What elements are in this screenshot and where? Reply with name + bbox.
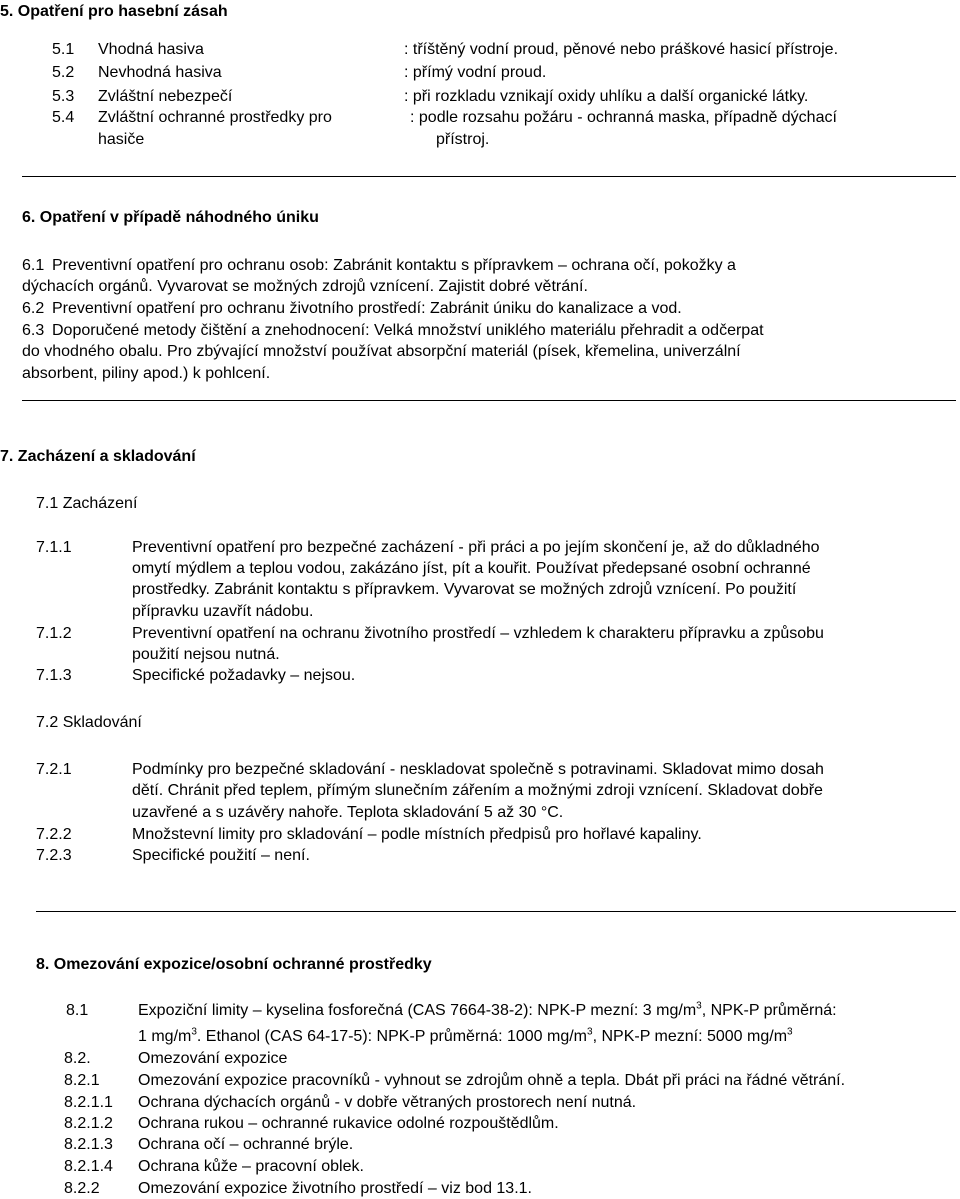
section-8-heading: 8. Omezování expozice/osobní ochranné prostředky [36,956,432,973]
item-number: 7.1.1 [36,539,72,556]
item-text-line: Doporučené metody čištění a znehodnocení: Velká množství uniklého materiálu přehradit a odčerpat [52,322,764,339]
subsection-heading: 7.2 Skladování [36,714,142,731]
item-text-line: Omezování expozice pracovníků - vyhnout se zdrojům ohně a tepla. Dbát při práci na řádné větrání. [138,1072,846,1089]
item-text-line: Ochrana dýchacích orgánů - v dobře větraných prostorech není nutná. [138,1094,637,1111]
item-text-line: dětí. Chránit před teplem, přímým slunečním zářením a možnými zdroji vznícení. Skladovat dobře [132,782,823,799]
item-number: 8.1 [66,1002,89,1019]
item-text-line: Množstevní limity pro skladování – podle místních předpisů pro hořlavé kapaliny. [132,826,702,843]
item-text-line: Ochrana kůže – pracovní oblek. [138,1158,364,1175]
item-number: 7.1.2 [36,625,72,642]
item-label: Zvláštní nebezpečí [98,88,233,105]
item-text-line: Preventivní opatření na ochranu životního prostředí – vzhledem k charakteru přípravku a způsobu [132,625,824,642]
item-value-continuation: přístroj. [436,131,490,148]
exposure-limits-line-1 [138,1001,837,1021]
item-text-line: do vhodného obalu. Pro zbývající množství používat absorpční materiál (písek, křemelina, univerzální [22,343,741,360]
item-text-line: Ochrana rukou – ochranné rukavice odolné rozpouštědlům. [138,1115,559,1132]
section-7-heading: 7. Zacházení a skladování [0,448,196,465]
item-label: Nevhodná hasiva [98,64,222,81]
item-number: 6.3 [22,322,45,339]
exposure-limits-text: , NPK-P mezní: 5000 mg/m [592,1028,788,1045]
exposure-limits-text: , NPK-P průměrná: [701,1002,837,1019]
superscript: 3 [787,1026,793,1038]
item-number: 8.2.1.2 [64,1115,113,1132]
item-text-line: prostředky. Zabránit kontaktu s přípravkem. Vyvarovat se možných zdrojů vznícení. Po použití [132,581,797,598]
section-5-heading: 5. Opatření pro hasební zásah [0,3,228,20]
item-number: 8.2.1.3 [64,1136,113,1153]
superscript: 3 [191,1026,197,1038]
item-value: : přímý vodní proud. [404,64,547,81]
item-text-line: Specifické požadavky – nejsou. [132,667,356,684]
item-label: Vhodná hasiva [98,41,204,58]
item-number: 8.2.1.1 [64,1094,113,1111]
item-text-line: použití nejsou nutná. [132,646,280,663]
item-number: 8.2.1.4 [64,1158,113,1175]
item-text-line: dýchacích orgánů. Vyvarovat se možných zdrojů vznícení. Zajistit dobré větrání. [22,278,588,295]
item-text-line: uzavřené a s uzávěry nahoře. Teplota skladování 5 až 30 °C. [132,804,564,821]
item-number: 5.4 [52,109,75,126]
item-number: 8.2.1 [64,1072,100,1089]
item-text-line: absorbent, piliny apod.) k pohlcení. [22,365,271,382]
section-6-heading: 6. Opatření v případě náhodného úniku [22,209,319,226]
item-value: : tříštěný vodní proud, pěnové nebo práškové hasicí přístroje. [404,41,839,58]
item-text-line: Podmínky pro bezpečné skladování - neskladovat společně s potravinami. Skladovat mimo dosah [132,761,824,778]
item-text-line: Omezování expozice životního prostředí – viz bod 13.1. [138,1180,532,1197]
item-text-line: Specifické použití – není. [132,847,310,864]
item-number: 7.2.3 [36,847,72,864]
item-number: 7.1.3 [36,667,72,684]
item-number: 6.1 [22,257,45,274]
item-text-line: Preventivní opatření pro bezpečné zacházení - při práci a po jejím skončení je, až do důkladného [132,539,820,556]
item-number: 8.2.2 [64,1180,100,1197]
item-label: Zvláštní ochranné prostředky pro [98,109,332,126]
item-text-line: Ochrana očí – ochranné brýle. [138,1136,354,1153]
item-text-line: Omezování expozice [138,1050,288,1067]
item-number: 5.3 [52,88,75,105]
item-number: 7.2.1 [36,761,72,778]
item-value: : při rozkladu vznikají oxidy uhlíku a další organické látky. [404,88,809,105]
item-number: 5.1 [52,41,75,58]
subsection-heading: 7.1 Zacházení [36,495,138,512]
item-value: : podle rozsahu požáru - ochranná maska, případně dýchací [410,109,837,126]
item-number: 8.2. [64,1050,91,1067]
item-text-line: Preventivní opatření pro ochranu osob: Zabránit kontaktu s přípravkem – ochrana očí, pokožky a [52,257,736,274]
item-text-line: omytí mýdlem a teplou vodou, zakázáno jíst, pít a kouřit. Používat předepsané osobní ochranné [132,560,811,577]
superscript: 3 [587,1026,593,1038]
item-label-continuation: hasiče [98,131,145,148]
item-number: 6.2 [22,300,45,317]
exposure-limits-line-2 [138,1027,793,1047]
exposure-limits-text: Expoziční limity – kyselina fosforečná (CAS 7664-38-2): NPK-P mezní: 3 mg/m [138,1002,697,1019]
exposure-limits-text: 1 mg/m [138,1028,192,1045]
item-number: 5.2 [52,64,75,81]
superscript: 3 [696,1000,702,1012]
item-text-line: Preventivní opatření pro ochranu životního prostředí: Zabránit úniku do kanalizace a vod. [52,300,682,317]
item-number: 7.2.2 [36,826,72,843]
exposure-limits-text: . Ethanol (CAS 64-17-5): NPK-P průměrná: 1000 mg/m [196,1028,588,1045]
section-divider [36,911,956,912]
item-text-line: přípravku uzavřít nádobu. [132,603,314,620]
section-divider [22,176,956,177]
section-divider [22,400,956,401]
